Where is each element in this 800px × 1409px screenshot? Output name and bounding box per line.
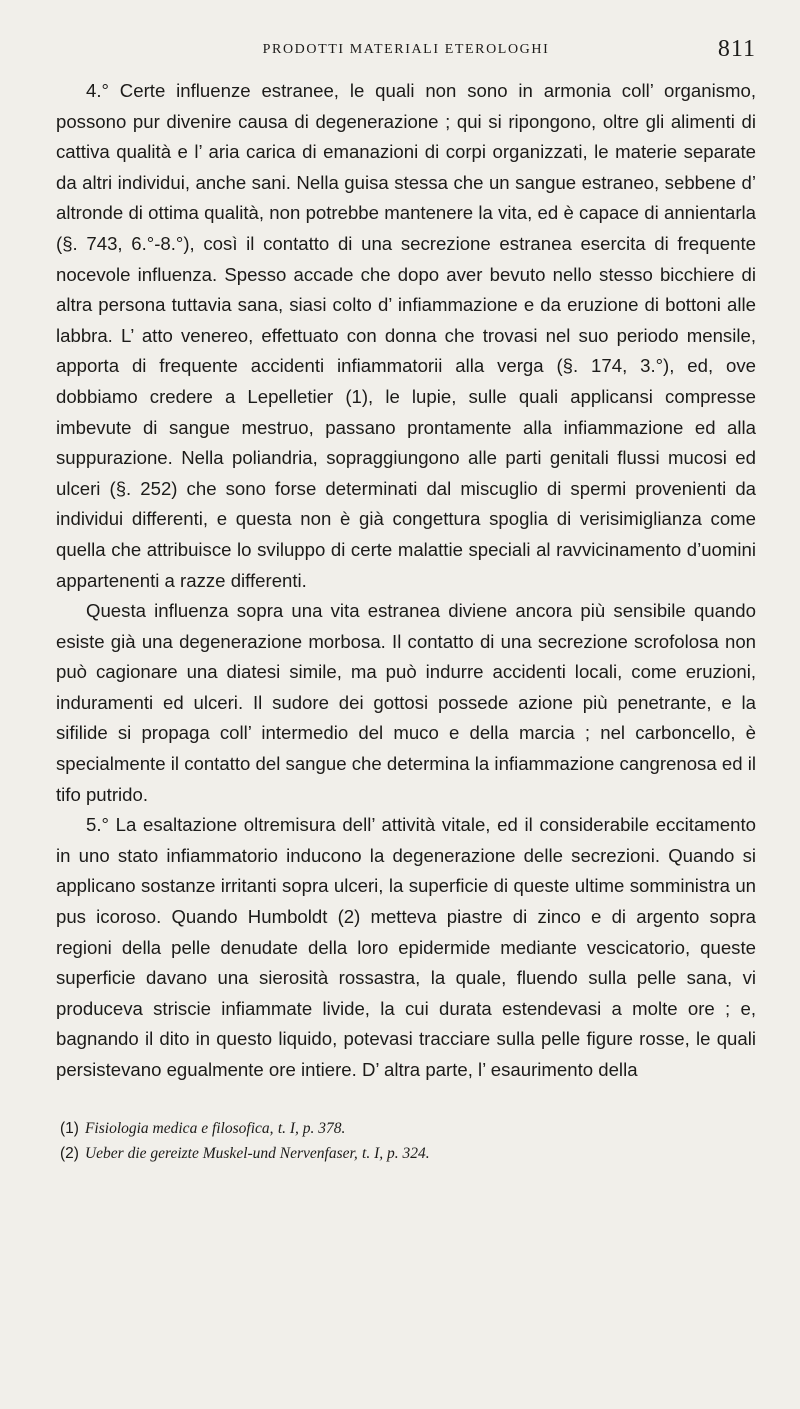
page-number: 811 (717, 36, 756, 62)
body-text (56, 76, 756, 1086)
paragraph-point-4: 4.° Certe influenze estranee, le quali non sono in armonia coll’ organismo, possono pur divenire causa di degenerazione ; qui si ripongono, oltre gli alimenti di cattiva qualità e l’ aria carica di emanazioni di corpi organizzati, le materie separate da altri individui, anche sani. Nella guisa stessa che un sangue estraneo, sebbene d’ altronde di ottima qualità, non potrebbe mantenere la vita, ed è capace di annientarla (§. 743, 6.°-8.°), così il contatto di una secrezione estranea esercita di frequente nocevole influenza. Spesso accade che dopo aver bevuto nello stesso bicchiere di altra persona tuttavia sana, siasi colto d’ infiammazione e da eruzione di bottoni alle labbra. L’ atto venereo, effettuato con donna che trovasi nel suo periodo mensile, apporta di frequente accidenti infiammatorii alla verga (§. 174, 3.°), ed, ove dobbiamo credere a Lepelletier (1), le lupie, sulle quali applicansi compresse imbevute di sangue mestruo, passano prontamente alla infiammazione ed alla suppurazione. Nella poliandria, sopraggiungono alle parti genitali flussi mucosi ed ulceri (§. 252) che sono forse determinati dal miscuglio di spermi provenienti da individui differenti, e questa non è già congettura spoglia di verisimiglianza come quella che attribuisce lo sviluppo di certe malattie speciali al ravvicinamento d’uomini appartenenti a razze differenti. (56, 80, 756, 591)
footnote-title: Ueber die gereizte Muskel-und Nervenfaser, (84, 1144, 358, 1162)
footnote-location: t. I, p. 324. (362, 1144, 430, 1162)
running-head (56, 30, 756, 70)
footnote-1 (56, 1116, 756, 1141)
paragraph-point-5: 5.° La esaltazione oltremisura dell’ attività vitale, ed il considerabile eccitamento in uno stato infiammatorio inducono la degenerazione delle secrezioni. Quando si applicano sostanze irritanti sopra ulceri, la superficie di queste ultime somministra un pus icoroso. Quando Humboldt (2) metteva piastre di zinco e di argento sopra regioni della pelle denudate della loro epidermide mediante vescicatorio, queste superficie davano una sierosità rossastra, la quale, fluendo sulla pelle sana, vi produceva striscie infiammate livide, la cui durata estendevasi a molte ore ; e, bagnando il dito in questo liquido, potevasi tracciare sulla pelle figure rosse, le quali persistevano egualmente ore intiere. D’ altra parte, l’ esaurimento della (56, 814, 756, 1080)
footnote-mark: (1) (60, 1119, 79, 1137)
footnote-title: Fisiologia medica e filosofica, (84, 1119, 274, 1137)
running-title: PRODOTTI MATERIALI ETEROLOGHI (262, 42, 550, 57)
footnote-2 (56, 1141, 756, 1166)
book-page (56, 30, 756, 1166)
paragraph-influence: Questa influenza sopra una vita estranea diviene ancora più sensibile quando esiste già una degenerazione morbosa. Il contatto di una secrezione scrofolosa non può cagionare una diatesi simile, ma può indurre accidenti locali, come eruzioni, induramenti ed ulceri. Il sudore dei gottosi possede azione più penetrante, e la sifilide si propaga coll’ intermedio del muco e della marcia ; nel carboncello, è specialmente il contatto del sangue che determina la infiammazione cangrenosa ed il tifo putrido. (56, 600, 756, 805)
footnotes (56, 1116, 756, 1166)
footnote-location: t. I, p. 378. (277, 1119, 346, 1137)
footnote-mark: (2) (60, 1144, 79, 1162)
